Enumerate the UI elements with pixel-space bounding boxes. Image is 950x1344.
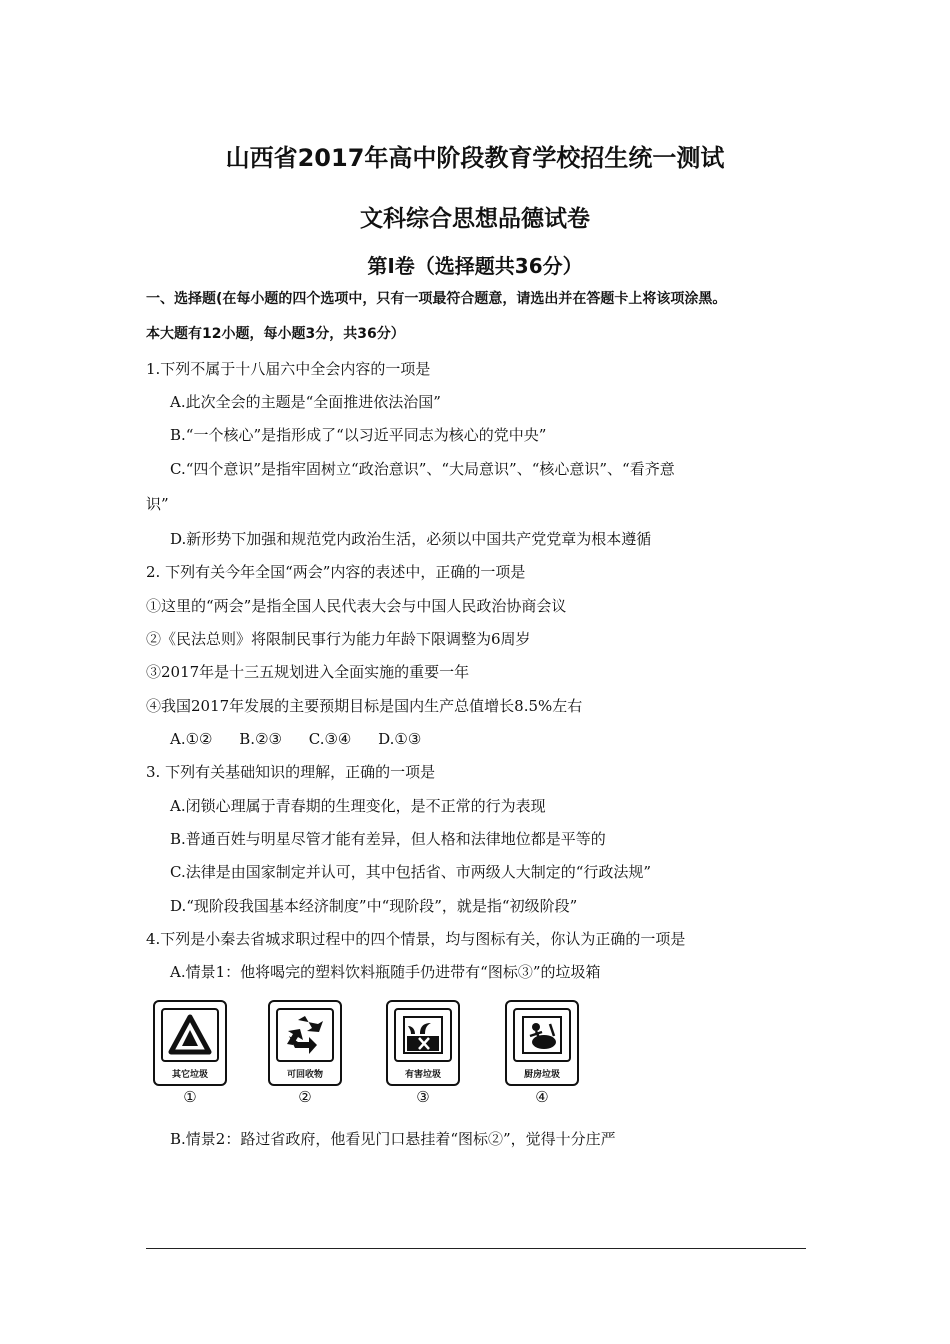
kitchen-waste-sign <box>505 1000 579 1086</box>
page-title: 山西省2017年高中阶段教育学校招生统一测试 <box>225 144 725 172</box>
recycle-icon <box>276 1008 334 1062</box>
q1-stem: 1.下列不属于十八届六中全会内容的一项是 <box>146 360 431 378</box>
q2-option-a: A.①② <box>170 730 213 748</box>
q4-stem: 4.下列是小秦去省城求职过程中的四个情景，均与图标有关，你认为正确的一项是 <box>146 930 686 948</box>
recyclable-sign <box>268 1000 342 1086</box>
q2-statement-2: ②《民法总则》将限制民事行为能力年龄下限调整为6周岁 <box>146 630 531 648</box>
q3-option-a: A.闭锁心理属于青春期的生理变化，是不正常的行为表现 <box>170 797 546 815</box>
q3-option-b: B.普通百姓与明星尽管才能有差异，但人格和法律地位都是平等的 <box>170 830 606 848</box>
waste-sorting-icons <box>150 1000 590 1110</box>
q2-options <box>170 729 443 749</box>
q4-option-a: A.情景1：他将喝完的塑料饮料瓶随手仍进带有“图标③”的垃圾箱 <box>170 963 601 981</box>
sign-label: 可回收物 <box>286 1070 323 1080</box>
q1-option-b: B.“一个核心”是指形成了“以习近平同志为核心的党中央” <box>170 426 547 444</box>
icon-item <box>153 1000 231 1106</box>
q1-option-d: D.新形势下加强和规范党内政治生活，必须以中国共产党党章为根本遵循 <box>170 530 652 548</box>
icon-item <box>268 1000 346 1106</box>
other-waste-sign <box>153 1000 227 1086</box>
footer-rule <box>146 1248 806 1249</box>
q2-option-d: D.①③ <box>378 730 422 748</box>
instructions-line-1: 一、选择题(在每小题的四个选项中，只有一项最符合题意，请选出并在答题卡上将该项涂黑。 <box>146 291 727 307</box>
q1-option-a: A.此次全会的主题是“全面推进依法治国” <box>170 393 441 411</box>
exam-subtitle: 文科综合思想品德试卷 <box>360 206 590 232</box>
icon-number: ③ <box>416 1088 430 1106</box>
section-heading: 第Ⅰ卷（选择题共36分） <box>367 254 583 278</box>
q3-option-d: D.“现阶段我国基本经济制度”中“现阶段”，就是指“初级阶段” <box>170 897 578 915</box>
icon-number: ① <box>183 1088 197 1106</box>
q1-option-c: C.“四个意识”是指牢固树立“政治意识”、“大局意识”、“核心意识”、“看齐意 <box>170 460 675 478</box>
q2-option-b: B.②③ <box>239 730 282 748</box>
sign-label: 其它垃圾 <box>171 1070 208 1080</box>
icon-number: ② <box>298 1088 312 1106</box>
hazardous-waste-icon <box>394 1008 452 1062</box>
q3-stem: 3. 下列有关基础知识的理解，正确的一项是 <box>146 763 436 781</box>
icon-item <box>386 1000 464 1106</box>
q2-stem: 2. 下列有关今年全国“两会”内容的表述中，正确的一项是 <box>146 563 526 581</box>
icon-number: ④ <box>535 1088 549 1106</box>
q2-statement-1: ①这里的“两会”是指全国人民代表大会与中国人民政治协商会议 <box>146 597 567 615</box>
q1-option-c-cont: 识” <box>146 495 169 513</box>
other-waste-icon <box>161 1008 219 1062</box>
q4-option-b: B.情景2：路过省政府，他看见门口悬挂着“图标②”，觉得十分庄严 <box>170 1130 616 1148</box>
hazardous-sign <box>386 1000 460 1086</box>
q2-option-c: C.③④ <box>308 730 352 748</box>
icon-item <box>505 1000 583 1106</box>
q2-statement-3: ③2017年是十三五规划进入全面实施的重要一年 <box>146 663 470 681</box>
instructions-line-2: 本大题有12小题，每小题3分，共36分） <box>146 326 405 342</box>
sign-label: 有害垃圾 <box>404 1070 441 1080</box>
q3-option-c: C.法律是由国家制定并认可，其中包括省、市两级人大制定的“行政法规” <box>170 863 652 881</box>
kitchen-waste-icon <box>513 1008 571 1062</box>
q2-statement-4: ④我国2017年发展的主要预期目标是国内生产总值增长8.5%左右 <box>146 697 583 715</box>
sign-label: 厨房垃圾 <box>523 1070 560 1080</box>
